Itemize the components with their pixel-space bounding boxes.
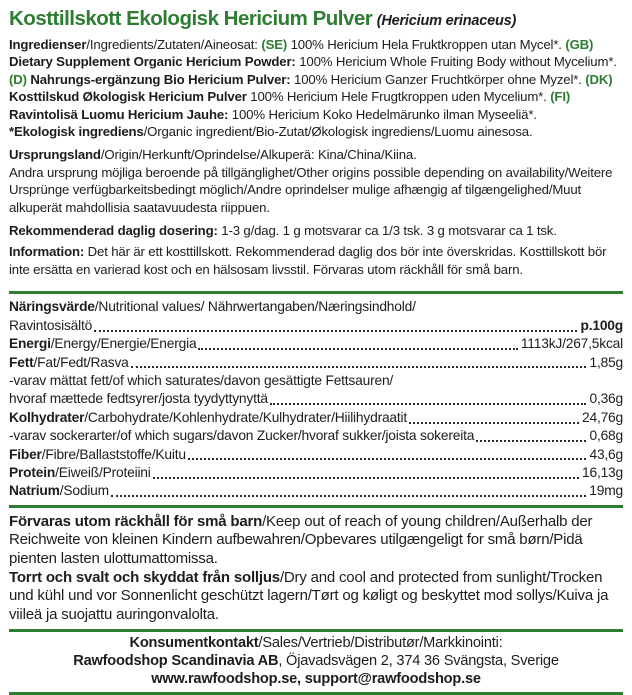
nutrition-row-value: 19mg — [589, 483, 623, 499]
nutrition-row — [9, 482, 623, 500]
divider-green-top — [9, 291, 623, 294]
dot-leader — [94, 330, 577, 332]
divider-green-bottom — [9, 692, 623, 695]
dot-leader — [188, 458, 587, 460]
nutrition-row-value: 1113kJ/267,5kcal — [520, 336, 623, 352]
nutrition-row — [9, 372, 623, 390]
nutrition-row — [9, 409, 623, 427]
nutrition-row-label: -varav sockerarter/of which sugars/davon Zucker/hvoraf sukker/joista sokereita — [9, 428, 475, 444]
divider-green-footer-top — [9, 629, 623, 632]
nutrition-row-value: 16,13g — [582, 464, 623, 480]
origin-line: Ursprungsland/Origin/Herkunft/Oprindelse/Alkuperä: Kina/China/Kiina. — [9, 147, 417, 163]
nutrition-row-label: Kolhydrater/Carbohydrate/Kohlenhydrate/Kulhydrater/Hiilihydraatit — [9, 409, 408, 425]
dot-leader — [409, 422, 579, 424]
nutrition-row-label: Fiber/Fibre/Ballaststoffe/Kuitu — [9, 446, 186, 462]
nutrition-row — [9, 335, 623, 353]
nutrition-row — [9, 446, 623, 464]
product-title: Kosttillskott Ekologisk Hericium Pulver — [9, 7, 373, 30]
nutrition-row-label: Fett/Fat/Fedt/Rasva — [9, 354, 129, 370]
divider-green-middle — [9, 505, 623, 508]
dot-leader — [131, 366, 587, 368]
dot-leader — [153, 477, 579, 479]
nutrition-row-value: 24,76g — [582, 409, 623, 425]
organic-note: *Ekologisk ingrediens/Organic ingredient/Bio-Zutat/Økologisk ingrediens/Luomu ainesosa. — [9, 124, 533, 140]
nutrition-row-value: 43,6g — [589, 446, 623, 462]
nutrition-row — [9, 464, 623, 482]
nutrition-row — [9, 390, 623, 408]
nutrition-row-value: 0,36g — [589, 391, 623, 407]
dot-leader — [270, 403, 587, 405]
nutrition-row — [9, 427, 623, 445]
nutrition-row-label: Energi/Energy/Energie/Energia — [9, 336, 197, 352]
footer-web-line: www.rawfoodshop.se, support@rawfoodshop.se — [151, 670, 481, 687]
nutrition-row-label: Ravintosisältö — [9, 317, 93, 333]
footer-company-line: Rawfoodshop Scandinavia AB, Öjavadsvägen 2, 374 36 Svängsta, Sverige — [73, 653, 559, 670]
nutrition-row-label: Protein/Eiweiß/Proteiini — [9, 464, 151, 480]
dosage-paragraph: Rekommenderad daglig dosering: 1-3 g/dag. 1 g motsvarar ca 1/3 tsk. 3 g motsvarar ca 1 tsk. — [9, 223, 557, 239]
nutrition-row-value: 0,68g — [589, 428, 623, 444]
nutrition-row — [9, 317, 623, 335]
nutrition-row-value: 1,85g — [589, 354, 623, 370]
page-title — [9, 7, 623, 31]
nutrition-row — [9, 354, 623, 372]
nutrition-row-label: hvoraf mættede fedtsyrer/josta tyydyttynyttä — [9, 391, 268, 407]
storage-children-paragraph: Förvaras utom räckhåll för små barn/Keep out of reach of young children/Außerhalb der Reichweite von kleinen Kindern aufbewahren/Opbevares utilgængeligt for små børn/Pidä pienten lasten ulottumattomissa. — [9, 512, 593, 567]
nutrition-table — [9, 298, 623, 500]
nutrition-row — [9, 298, 623, 316]
footer-contact-block — [9, 635, 623, 688]
dot-leader — [111, 495, 586, 497]
footer-contact-line: Konsumentkontakt/Sales/Vertrieb/Distributør/Markkinointi: — [129, 635, 503, 652]
storage-sunlight-paragraph: Torrt och svalt och skyddat från solljus/Dry and cool and protected from sunlight/Trocken und kühl und vor Sonnenlicht geschützt lagern/Tørt og køligt og beskyttet mod sollys/Kuiva ja viileä ja suojattu auringonvalolta. — [9, 568, 609, 623]
origin-continuation: Andra ursprung möjliga beroende på tillgänglighet/Other origins possible depending on availability/Weitere Ursprünge verfügbarkeitsbedingt möglich/Andre oprindelser mulige afhængig af tilgængelighed/Muut alkuperät mahdollisia saatavuudesta riippuen. — [9, 164, 613, 215]
latin-name: (Hericium erinaceus) — [376, 13, 517, 29]
nutrition-row-label: -varav mättat fett/of which saturates/davon gesättigte Fettsauren/ — [9, 372, 394, 388]
information-paragraph: Information: Det här är ett kosttillskott. Rekommenderad daglig dos bör inte överskridas. Kosttillskott bör inte ersätta en varierad kost och en hälsosam livsstil. Förvaras utom räckhåll för små barn. — [9, 244, 607, 277]
dot-leader — [476, 440, 586, 442]
nutrition-row-label: Natrium/Sodium — [9, 483, 109, 499]
nutrition-row-label: Näringsvärde/Nutritional values/ Nährwertangaben/Næringsindhold/ — [9, 299, 416, 315]
dot-leader — [198, 348, 517, 350]
nutrition-row-value: p.100g — [580, 317, 623, 333]
ingredients-paragraph: Ingredienser/Ingredients/Zutaten/Aineosat: (SE) 100% Hericium Hela Fruktkroppen utan Mycel*. (GB) Dietary Supplement Organic Hericium Powder: 100% Hericium Whole Fruiting Body without Mycelium*. (D) Nahrungs-ergänzung Bio Hericium Pulver: 100% Hericium Ganzer Fruchtkörper ohne Myzel*. (DK) Kosttilskud Økologisk Hericium Pulver 100% Hericium Hele Frugtkroppen uden Mycelium*. (FI) Ravintolisä Luomu Hericium Jauhe: 100% Hericium Koko Hedelmärunko ilman Myseeliä*. — [9, 37, 617, 122]
